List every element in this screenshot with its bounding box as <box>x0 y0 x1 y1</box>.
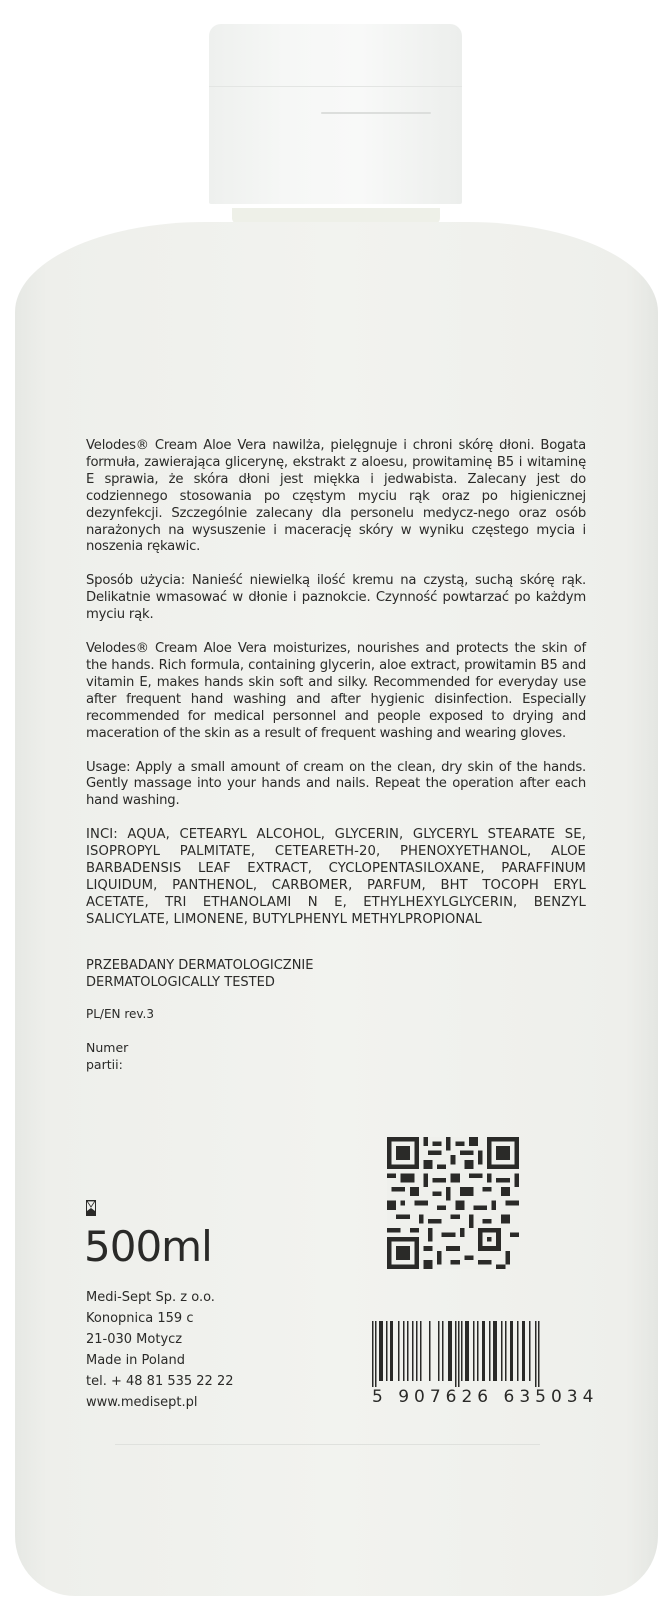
manufacturer-address <box>86 1287 234 1413</box>
dermatology-claim <box>86 957 586 991</box>
batch-number-label <box>86 1039 586 1073</box>
usage-en: Usage: Apply a small amount of cream on the clean, dry skin of the hands. Gently massage into your hands and nails. Repeat the operation after each hand washing. <box>86 759 586 809</box>
bottle-cap <box>209 24 462 204</box>
manufacturer-city: 21-030 Motycz <box>86 1332 183 1347</box>
manufacturer-website: www.medisept.pl <box>86 1395 198 1410</box>
bottle-bottom-seam <box>115 1444 540 1445</box>
qr-code <box>387 1137 519 1269</box>
ean-number: 5 907626 635034 <box>372 1387 599 1407</box>
inci-ingredients: INCI: AQUA, CETEARYL ALCOHOL, GLYCERIN, GLYCERYL STEARATE SE, ISOPROPYL PALMITATE, CETEARETH-20, PHENOXYETHANOL, ALOE BARBADENSIS LEAF EXTRACT, CYCLOPENTASILOXANE, PARAFFINUM LIQUIDUM, PANTHENOL, CARBOMER, PARFUM, BHT TOCOPH ERYL ACETATE, TRI ETHANOLAMI N E, ETHYLHEXYLGLYCERIN, BENZYL SALICYLATE, LIMONENE, BUTYLPHENYL METHYLPROPIONAL <box>86 827 586 927</box>
tested-pl: PRZEBADANY DERMATOLOGICZNIE <box>86 957 314 973</box>
usage-pl: Sposób użycia: Nanieść niewielką ilość kremu na czystą, suchą skórę rąk. Delikatnie wmasować w dłonie i paznokcie. Czynność powtarzać po każdym myciu rąk. <box>86 573 586 623</box>
manufacturer-street: Konopnica 159 c <box>86 1311 194 1326</box>
hourglass-icon <box>86 1200 96 1216</box>
manufacturer-origin: Made in Poland <box>86 1353 185 1368</box>
tested-en: DERMATOLOGICALLY TESTED <box>86 974 275 990</box>
description-en: Velodes® Cream Aloe Vera moisturizes, nourishes and protects the skin of the hands. Rich formula, containing glycerin, aloe extract, prowitamin B5 and vitamin E, makes hands skin soft and silky. Recommended for everyday use after frequent hand washing and after hygienic disinfection. Especially recommended for medical personnel and people exposed to drying and maceration of the skin as a result of frequent washing and wearing gloves. <box>86 641 586 741</box>
description-pl: Velodes® Cream Aloe Vera nawilża, pielęgnuje i chroni skórę dłoni. Bogata formuła, zawierająca glicerynę, ekstrakt z aloesu, prowitaminę B5 i witaminę E sprawia, że skóra dłoni jest miękka i jedwabista. Zalecany jest do codziennego stosowania po częstym myciu rąk oraz po higienicznej dezynfekcji. Szczególnie zalecany dla personelu medycz-nego oraz osób narażonych na wysuszenie i macerację skóry w wyniku częstego mycia i noszenia rękawic. <box>86 438 586 555</box>
cap-seam <box>209 86 462 87</box>
volume: 500ml <box>84 1222 212 1271</box>
cap-flip-notch <box>321 112 431 114</box>
manufacturer-name: Medi-Sept Sp. z o.o. <box>86 1290 215 1305</box>
manufacturer-phone: tel. + 48 81 535 22 22 <box>86 1374 234 1389</box>
back-label <box>86 438 586 1073</box>
batch-label-line2: partii: <box>86 1056 123 1072</box>
revision-code: PL/EN rev.3 <box>86 1006 155 1021</box>
batch-label-line1: Numer <box>86 1039 129 1055</box>
barcode <box>372 1321 540 1387</box>
